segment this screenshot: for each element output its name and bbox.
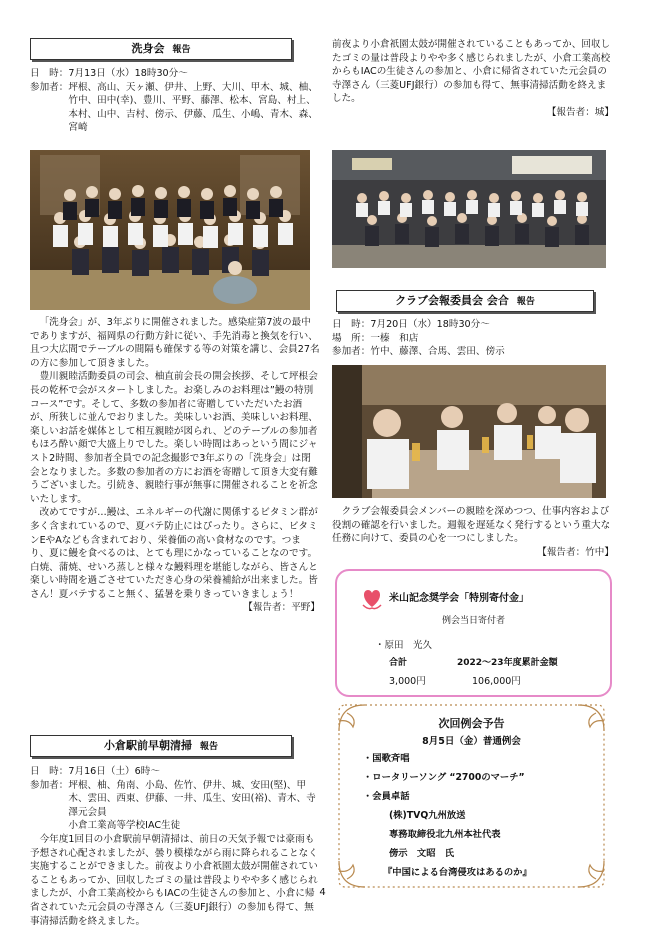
date-label: 日 時： [332,319,371,330]
kokura-date: 7月16日（土）6時～ [68,766,160,777]
page-number: 4 [319,887,326,898]
talk-title: 『中国による台湾侵攻はあるのか』 [383,867,532,878]
notice-date: 8月5日（金）普通例会 [422,736,521,747]
senshinkai-meta [30,67,320,135]
kokura-reporter: 【報告者：城】 [546,106,614,118]
yoneyama-fund-box [335,569,612,697]
kokura-attendees-extra: 小倉工業高等学校IAC生徒 [68,820,181,832]
club-committee-place: 一榛 和店 [370,332,419,344]
fund-total-value: 3,000円 [389,676,426,687]
club-committee-body [332,505,614,559]
club-committee-report-tag: 報告 [516,297,535,307]
senshinkai-group-photo [30,150,310,310]
attendees-label: 参加者： [30,81,69,93]
club-committee-attendees: 竹中、藤澤、合馬、雲田、傍示 [370,346,505,358]
fund-donor: ・原田 光久 [375,640,433,651]
club-committee-heading [336,290,594,312]
kokura-paragraph-continued: 前夜より小倉祇園太鼓が開催されていることもあってか、回収したゴミの量は普段よりやや多く感じられましたが、小倉工業高校からもIACの生徒さんの参加と、小倉に帰省されていた元会員の寺澤さん（三菱UFJ銀行）の参加も得て、無事清掃活動を終えました。 [332,39,611,105]
fund-title: 米山記念奨学会「特別寄付金」 [389,593,529,604]
kokura-attendees: 坪根、柚、角南、小島、佐竹、伊井、城、安田(堅)、甲木、雲田、西東、伊藤、一井、瓜生、安田(裕)、青木、寺澤元会員 [68,779,316,818]
senshinkai-paragraph-1: 「洗身会」が、3年ぶりに開催されました。感染症第7波の最中でありますが、福岡県の行動方針に従い、手先消毒と換気を行い、且つ大広間でテーブルの間隔も確保する等の対策を講じ、会員27名の方に参加して頂きました。 [30,317,320,369]
date-label: 日 時： [30,68,69,79]
senshinkai-reporter: 【報告者：平野】 [243,602,320,614]
club-committee-paragraph-1: クラブ会報委員会メンバーの親睦を深めつつ、仕事内容および役割の確認を行いました。週報を遅延なく発行するという重大な任務に向けて、委員の心を一つにしました。 [332,506,611,545]
heart-hands-icon [359,585,385,611]
club-committee-title: クラブ会報委員会 会合 [395,294,509,307]
senshinkai-attendees: 坪根、高山、天ヶ瀬、伊井、上野、大川、甲木、城、柚、竹中、田中(幸)、豊川、平野、藤澤、松本、宮島、村上、本村、山中、吉村、傍示、伊藤、瓜生、小嶋、青木、森、宮崎 [68,81,318,134]
fund-total-label: 合計 [389,658,408,668]
date-label: 日 時： [30,766,69,777]
kokura-heading [30,735,292,757]
attendees-label: 参加者： [332,346,371,358]
notice-program-list [363,749,532,882]
club-committee-meta [332,318,614,359]
speaker-company: (株)TVQ九州放送 [389,810,466,821]
kokura-report-tag: 報告 [199,742,218,752]
senshinkai-body [30,316,320,615]
speaker-role: 専務取締役北九州本社代表 [389,829,501,840]
kokura-meta [30,765,320,927]
senshinkai-report-tag: 報告 [172,45,191,55]
fund-subtitle: 例会当日寄付者 [441,616,505,626]
kokura-title: 小倉駅前早朝清掃 [103,739,192,752]
attendees-label: 参加者： [30,779,69,791]
notice-item: ・ロータリーソング “2700のマーチ” [363,772,525,783]
notice-item: ・会員卓話 [363,791,410,802]
senshinkai-heading [30,38,292,60]
fund-cumulative-label: 2022～23年度累計金額 [457,658,558,668]
notice-item: ・国歌斉唱 [363,753,410,764]
kokura-cleanup-photo [332,150,606,268]
place-label: 場 所： [332,332,371,344]
notice-title: 次回例会予告 [438,717,505,730]
next-meeting-notice [335,701,608,891]
senshinkai-title: 洗身会 [131,42,165,55]
speaker-name: 傍示 文昭 氏 [389,848,455,859]
club-committee-reporter: 【報告者：竹中】 [537,546,614,558]
senshinkai-paragraph-3: 改めてですが…鰻は、エネルギーの代謝に関係するビタミン群が多く含まれているので、夏バテ防止にはぴったり。さらに、ビタミンEやAなども含まれており、栄養価の高い食材なのです。つまり、夏に鰻を食べるのは、とても理にかなっていることなのです。白焼、蒲焼、せいろ蒸しと様々な鰻料理を堪能しながら、皆さんと楽しい時間を過ごさせていただき心身の栄養補給が出来ました。皆さん！夏バテすること無く、猛暑を乗りきっていきましょう！ [30,507,318,600]
kokura-continued [332,38,614,120]
fund-cumulative-value: 106,000円 [472,676,521,687]
club-committee-date: 7月20日（水）18時30分～ [370,319,490,330]
club-committee-photo [332,365,606,498]
kokura-paragraph-1: 今年度1回目の小倉駅前早朝清掃は、前日の天気予報では豪雨も予想され心配されましたが、曇り模様ながら雨に降られることなく実施することができました。前夜より小倉祇園太鼓が開催されていることもあってか、回収したゴミの量は普段よりやや多く感じられましたが、小倉工業高校からもIACの生徒さんの参加と、小倉に帰省されていた元会員の寺澤さん（三菱UFJ銀行）の参加も得て、無事清掃活動を終えました。 [30,833,318,927]
senshinkai-date: 7月13日（水）18時30分～ [68,68,188,79]
senshinkai-paragraph-2: 豊川親睦活動委員の司会、柚直前会長の開会挨拶、そして坪根会長の乾杯で会がスタートしました。お楽しみのお料理は”鰻の特別コース”です。そして、多数の参加者に寄贈していただいたお酒が、所狭しに並んでおりました。美味しいお酒、美味しいお料理、楽しいお話を媒体として相互親睦が図られ、どのテーブルの参加者もほろ酔い顔で大盛上りでした。楽しい時間はあっという間にジャスト2時間、参加者全員での記念撮影で3年ぶりの「洗身会」は閉会となりました。多数の参加者の方にお酒を寄贈して頂き大変有難うございました。引続き、親睦行事が無事に開催されることを祈念いたします。 [30,371,318,505]
